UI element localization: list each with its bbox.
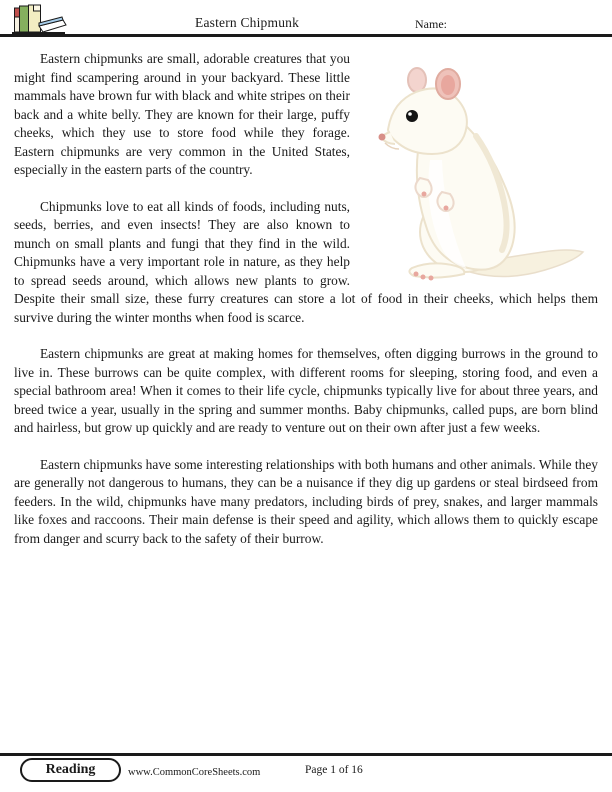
paragraph-intro: Eastern chipmunks are small, adorable creatures that you might find scampering around in your backyard. These little mammals have brown fur with black and white stripes on their back and a white belly. They are known for their large, puffy cheeks, which they use to store food while they forage. Eastern chipmunks are very common in the United States, especially in the eastern parts of the country. <box>14 51 350 177</box>
paragraph-diet: Chipmunks love to eat all kinds of foods, including nuts, seeds, berries, and even insects! They are also known to munch on small plants and fungi that they find in the wild. Chipmunks have a very important role in nature, as they help to spread seeds around, which allows new plants to grow. Despite their small size, these furry creatures can store a lot of food in their cheeks, which helps them survive during the winter months when food is scarce. <box>14 198 598 325</box>
article-content <box>14 50 598 566</box>
paragraph-relationships: Eastern chipmunks have some interesting relationships with both humans and other animals. While they are generally not dangerous to humans, they can be a nuisance if they dig up gardens or steal birdseed from feeders. In the wild, chipmunks have many predators, including birds of prey, snakes, and larger mammals like foxes and raccoons. Their main defense is their speed and agility, which allows them to quickly escape from danger and scurry back to the safety of their burrow. <box>14 456 598 546</box>
page-number: Page 1 of 16 <box>305 764 363 776</box>
page-header <box>0 0 612 37</box>
page-title: Eastern Chipmunk <box>195 15 300 30</box>
name-label: Name: <box>415 17 447 31</box>
reading-badge: Reading <box>20 758 121 782</box>
books-logo-icon <box>9 3 67 35</box>
page-footer <box>0 753 612 792</box>
chipmunk-photo <box>360 50 598 286</box>
paragraph-habitat: Eastern chipmunks are great at making homes for themselves, often digging burrows in the ground to live in. These burrows can be quite complex, with different rooms for sleeping, storing food, and even a special bathroom area! When it comes to their life cycle, chipmunks typically live for about three years, and breed twice a year, usually in the spring and summer months. Baby chipmunks, called pups, are born blind and hairless, but grow up quickly and are ready to venture out on their own after just a few weeks. <box>14 346 598 435</box>
website-url: www.CommonCoreSheets.com <box>128 767 261 778</box>
